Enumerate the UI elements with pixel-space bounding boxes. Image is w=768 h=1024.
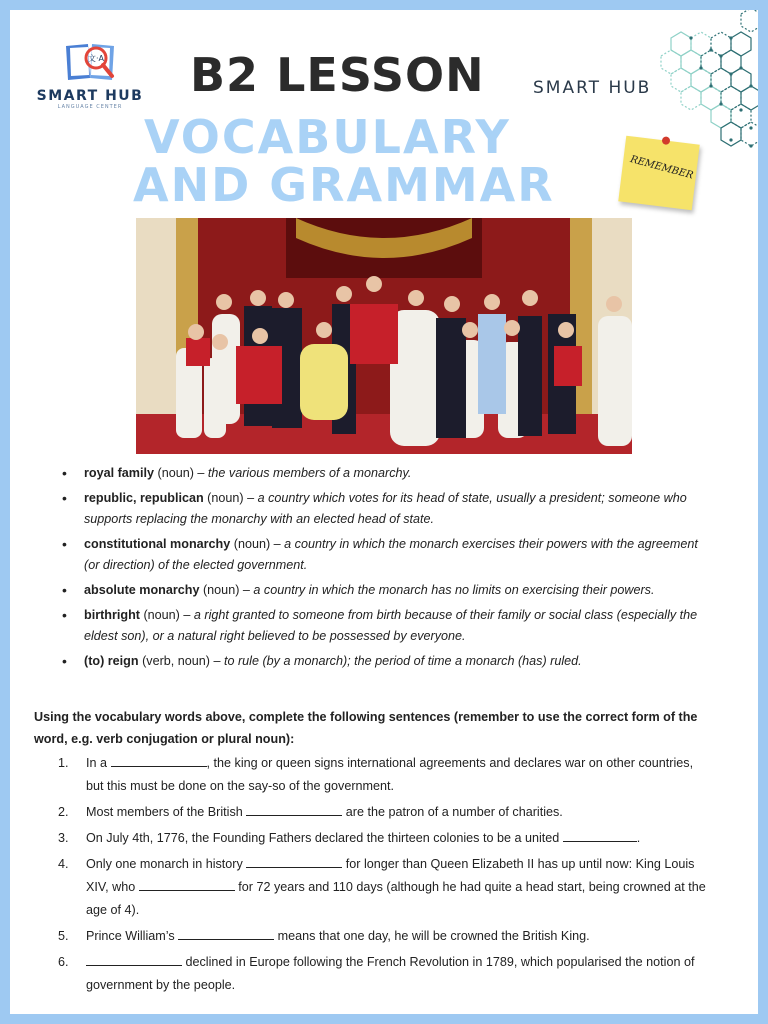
list-item: • constitutional monarchy (noun) – a country in which the monarch exercises their powers with the agreement (or direction) of the elected government. [54, 534, 714, 576]
logo-icon-text: 文·A [87, 54, 105, 63]
list-item: • royal family (noun) – the various members of a monarchy. [54, 463, 714, 484]
royal-family-photo [136, 218, 632, 454]
list-item: • birthright (noun) – a right granted to someone from birth because of their family or social class (especially the eldest son), or a natural right believed to be possessed by everyone. [54, 605, 714, 647]
subtitle-vocabulary: VOCABULARY [144, 110, 511, 164]
worksheet-page [10, 10, 758, 1014]
answer-blank[interactable] [563, 827, 637, 842]
answer-blank[interactable] [111, 752, 207, 767]
vocabulary-list [54, 463, 714, 676]
answer-blank[interactable] [246, 853, 342, 868]
exercise-item: 5. Prince William’s means that one day, he will be crowned the British King. [54, 925, 714, 948]
exercise-item: 2. Most members of the British are the patron of a number of charities. [54, 801, 714, 824]
list-item: • (to) reign (verb, noun) – to rule (by a monarch); the period of time a monarch (has) ruled. [54, 651, 714, 672]
answer-blank[interactable] [246, 801, 342, 816]
exercise-item: 3. On July 4th, 1776, the Founding Fathers declared the thirteen colonies to be a united . [54, 827, 714, 850]
pushpin-icon [662, 136, 671, 145]
exercise-instructions: Using the vocabulary words above, complete the following sentences (remember to use the correct form of the word, e.g. verb conjugation or plural noun): [34, 710, 698, 746]
title-brand: SMART HUB [533, 78, 652, 98]
answer-blank[interactable] [178, 925, 274, 940]
answer-blank[interactable] [139, 876, 235, 891]
book-magnifier-icon [62, 38, 118, 84]
exercise-item: 6. declined in Europe following the French Revolution in 1789, which popularised the notion of government by the people. [54, 951, 714, 997]
logo-subtitle: LANGUAGE CENTER [57, 104, 123, 110]
remember-sticky-note [618, 136, 699, 211]
exercise-item: 1. In a , the king or queen signs international agreements and declares war on other countries, but this must be done on the say-so of the government. [54, 752, 714, 798]
subtitle-and-grammar: AND GRAMMAR [133, 158, 555, 212]
exercise-list [54, 752, 714, 1000]
list-item: • absolute monarchy (noun) – a country in which the monarch has no limits on exercising their powers. [54, 580, 714, 601]
lesson-title: B2 LESSON [190, 48, 485, 102]
answer-blank[interactable] [86, 951, 182, 966]
logo-name: SMART HUB [36, 88, 144, 104]
exercise-item: 4. Only one monarch in history for longer than Queen Elizabeth II has up until now: King Louis XIV, who for 72 years and 110 days (although he had quite a head start, being crowned at the age of 4). [54, 853, 714, 922]
smart-hub-logo [34, 38, 146, 110]
sticky-note-text: REMEMBER [628, 154, 695, 182]
list-item: • republic, republican (noun) – a country which votes for its head of state, usually a president; someone who supports replacing the monarchy with an elected head of state. [54, 488, 714, 530]
